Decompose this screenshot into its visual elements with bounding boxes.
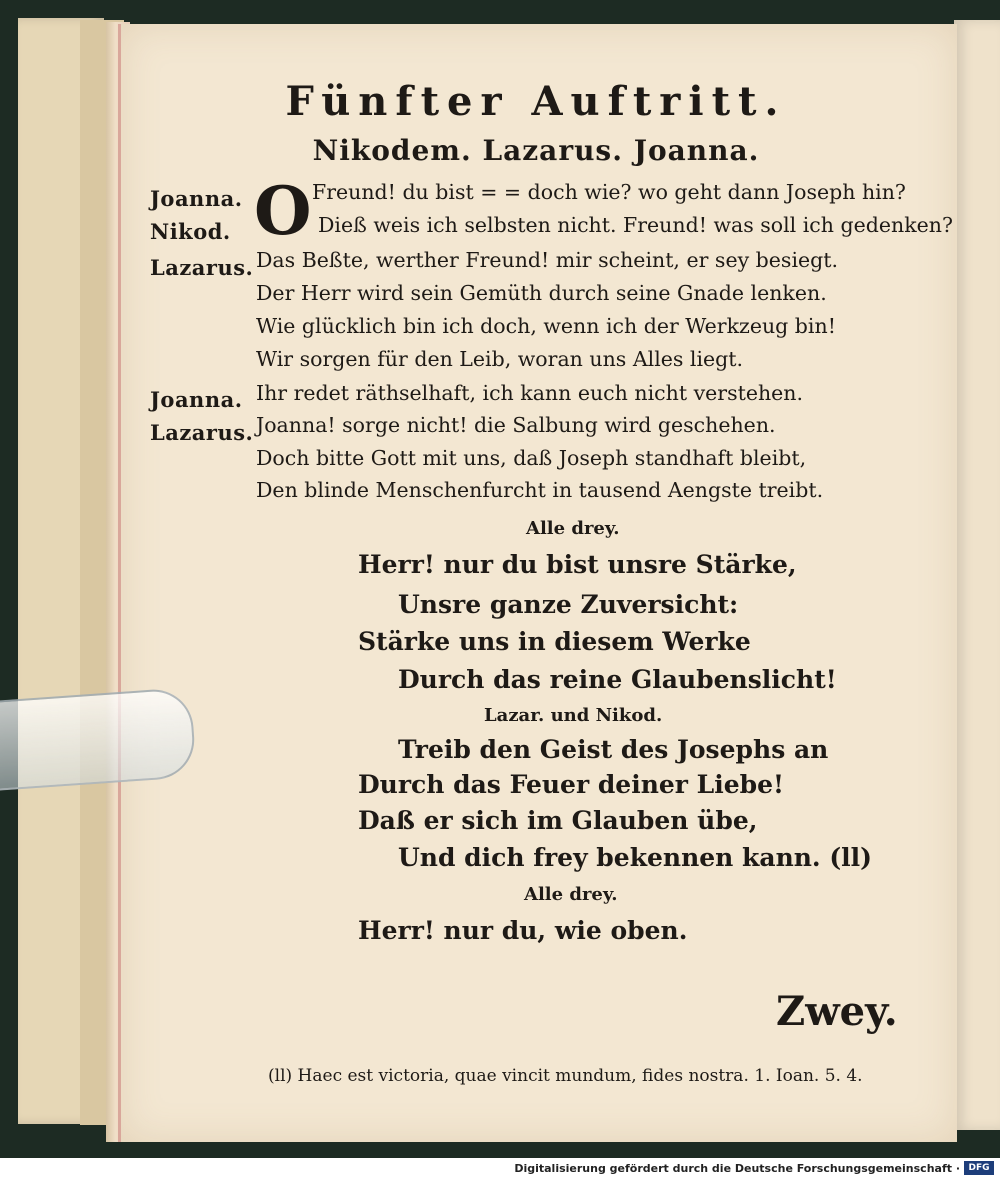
verse-line: Treib den Geist des Josephs an <box>398 735 829 764</box>
verse-line: Durch das reine Glaubenslicht! <box>398 665 837 694</box>
speaker-label: Joanna. <box>150 186 243 211</box>
dialogue-line: Doch bitte Gott mit uns, daß Joseph standhaft bleibt, <box>256 446 807 470</box>
dialogue-line: Den blinde Menschenfurcht in tausend Aengste treibt. <box>256 478 824 502</box>
verse-line: Herr! nur du, wie oben. <box>358 916 688 945</box>
verse-line: Stärke uns in diesem Werke <box>358 627 751 656</box>
dialogue-line: Der Herr wird sein Gemüth durch seine Gnade lenken. <box>256 281 827 305</box>
dialogue-line: Wir sorgen für den Leib, woran uns Alles liegt. <box>256 347 744 371</box>
dialogue-line: Wie glücklich bin ich doch, wenn ich der Werkzeug bin! <box>256 314 836 338</box>
dialogue-line: Das Beßte, werther Freund! mir scheint, er sey besiegt. <box>256 248 839 272</box>
credit-text: Digitalisierung gefördert durch die Deutsche Forschungsgemeinschaft · <box>514 1162 960 1175</box>
chorus-label: Alle drey. <box>524 884 618 905</box>
dialogue-line: Joanna! sorge nicht! die Salbung wird geschehen. <box>256 413 776 437</box>
speaker-label: Lazarus. <box>150 420 254 445</box>
dialogue-line: Dieß weis ich selbsten nicht. Freund! was soll ich gedenken? <box>318 213 953 237</box>
dialogue-line: Freund! du bist = = doch wie? wo geht dann Joseph hin? <box>312 180 906 204</box>
verse-line: Durch das Feuer deiner Liebe! <box>358 770 785 799</box>
verse-line: Und dich frey bekennen kann. (ll) <box>398 843 872 872</box>
verse-line: Unsre ganze Zuversicht: <box>398 590 739 619</box>
dialogue-line: Ihr redet räthselhaft, ich kann euch nicht verstehen. <box>256 381 804 405</box>
chorus-label: Alle drey. <box>526 518 620 539</box>
speaker-label: Nikod. <box>150 219 231 244</box>
drop-capital: O <box>254 172 312 250</box>
speaker-label: Joanna. <box>150 387 243 412</box>
footnote: (ll) Haec est victoria, quae vincit mundum, fides nostra. 1. Ioan. 5. 4. <box>268 1066 863 1086</box>
right-page-edge <box>954 20 1000 1130</box>
verse-line: Daß er sich im Glauben übe, <box>358 806 758 835</box>
scene-persons: Nikodem. Lazarus. Joanna. <box>312 134 760 167</box>
catchword: Zwey. <box>776 988 898 1035</box>
scene-title: Fünfter Auftritt. <box>285 78 787 125</box>
glass-page-clip <box>0 687 197 791</box>
chorus-label: Lazar. und Nikod. <box>484 705 663 726</box>
speaker-label: Lazarus. <box>150 255 254 280</box>
verse-line: Herr! nur du bist unsre Stärke, <box>358 550 797 579</box>
dfg-logo: DFG <box>964 1161 994 1175</box>
